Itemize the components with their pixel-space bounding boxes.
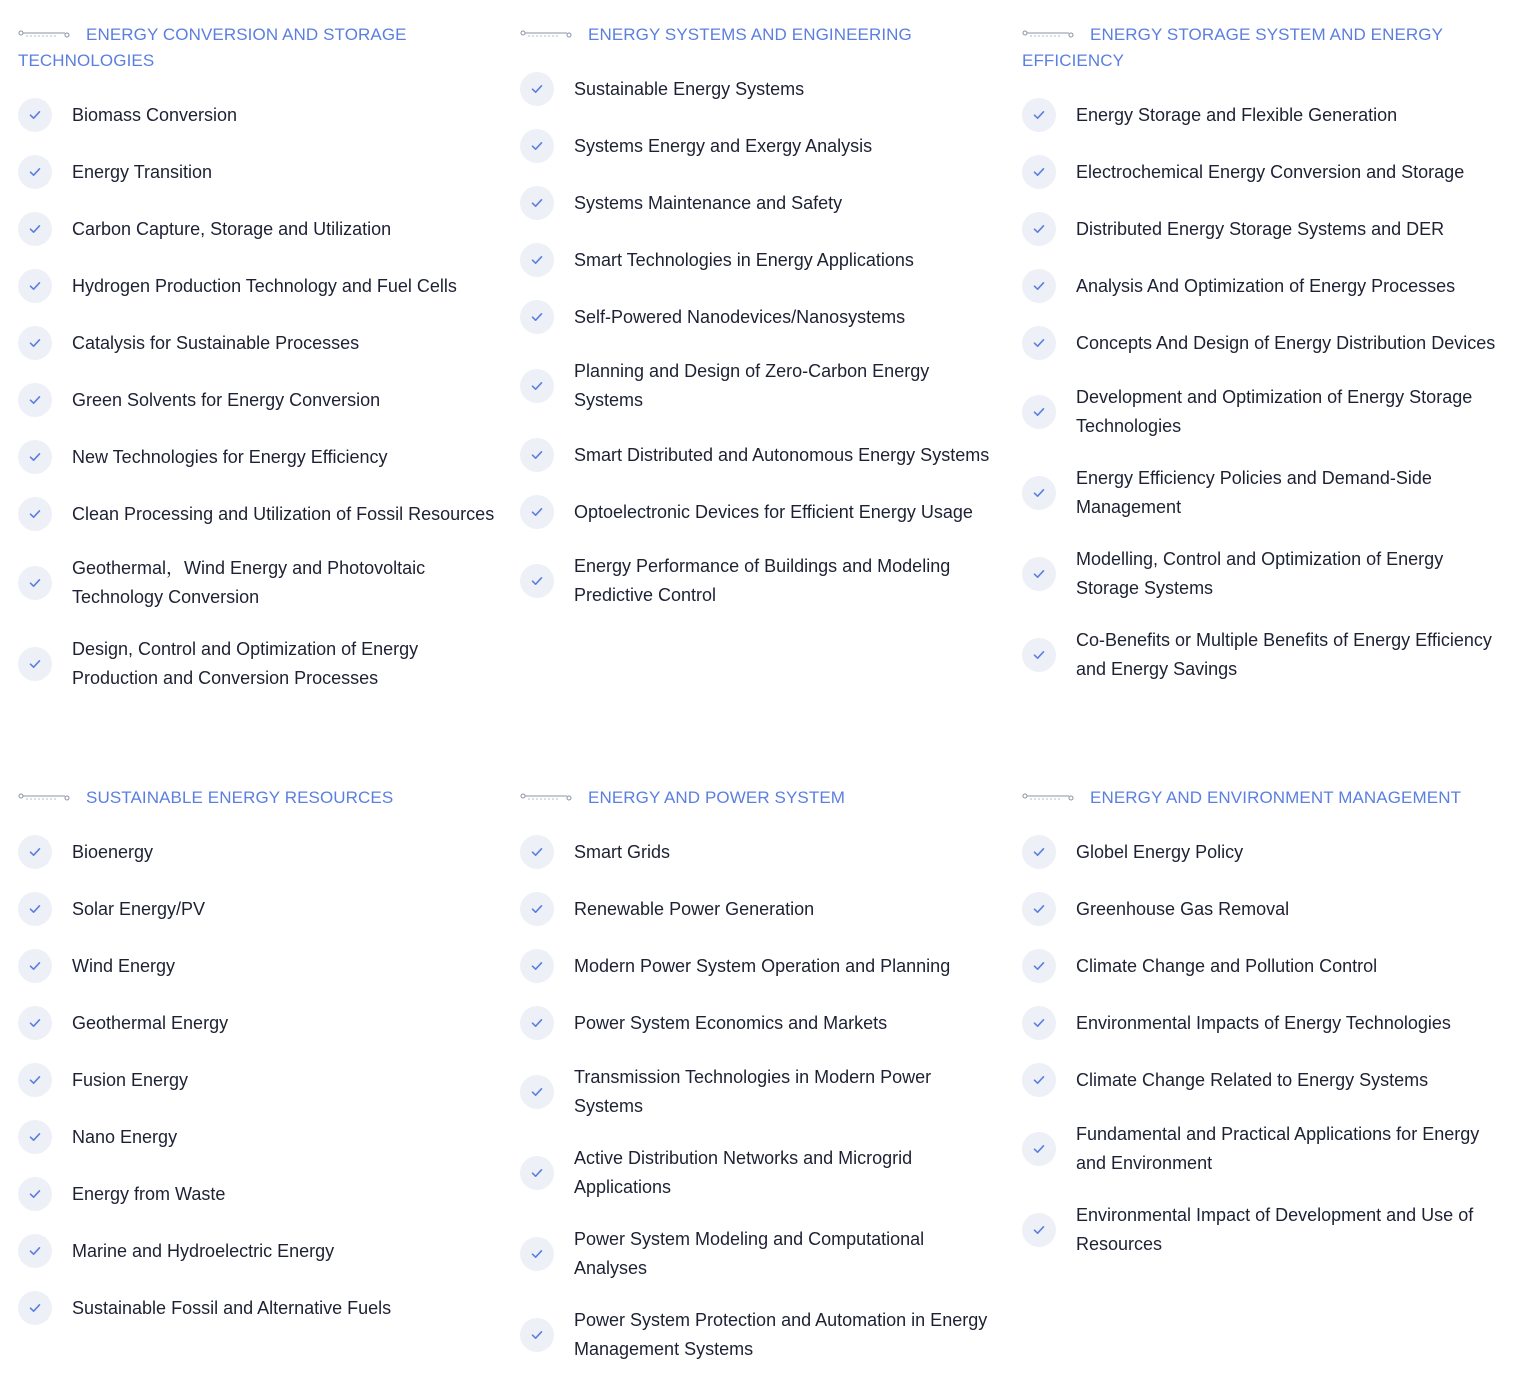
item-label: Hydrogen Production Technology and Fuel Cells — [72, 275, 457, 296]
item-label: Environmental Impact of Development and Use of Resources — [1076, 1205, 1474, 1254]
check-icon — [1022, 395, 1056, 429]
item-label: Co-Benefits or Multiple Benefits of Energy Efficiency and Energy Savings — [1076, 630, 1492, 679]
check-icon — [1022, 212, 1056, 246]
check-icon — [18, 1177, 52, 1211]
list-item — [18, 1177, 498, 1211]
list-item — [18, 1291, 498, 1325]
list-item — [520, 72, 1000, 106]
check-icon — [520, 129, 554, 163]
item-label: Climate Change Related to Energy Systems — [1076, 1069, 1429, 1090]
list-item — [520, 243, 1000, 277]
check-icon — [18, 1006, 52, 1040]
list-item — [18, 497, 498, 531]
item-label: Smart Technologies in Energy Applications — [574, 249, 914, 270]
check-icon — [1022, 476, 1056, 510]
check-icon — [520, 1318, 554, 1352]
item-label: Analysis And Optimization of Energy Processes — [1076, 275, 1456, 296]
check-icon — [520, 1006, 554, 1040]
item-label: Energy Performance of Buildings and Modeling Predictive Control — [574, 556, 951, 605]
check-icon — [1022, 326, 1056, 360]
check-icon — [520, 835, 554, 869]
check-icon — [18, 1291, 52, 1325]
check-icon — [520, 300, 554, 334]
list-item — [520, 495, 1000, 529]
item-label: Clean Processing and Utilization of Fossil Resources — [72, 503, 495, 524]
check-icon — [1022, 557, 1056, 591]
list-item — [520, 552, 1000, 610]
item-label: Energy Efficiency Policies and Demand-Side Management — [1076, 468, 1432, 517]
check-icon — [1022, 155, 1056, 189]
item-label: New Technologies for Energy Efficiency — [72, 446, 388, 467]
list-item — [18, 212, 498, 246]
item-label: Catalysis for Sustainable Processes — [72, 332, 360, 353]
list-item — [1022, 626, 1502, 684]
item-label: Planning and Design of Zero-Carbon Energy Systems — [574, 361, 930, 410]
check-icon — [18, 212, 52, 246]
item-label: Fusion Energy — [72, 1069, 189, 1090]
check-icon — [1022, 638, 1056, 672]
item-label: Modelling, Control and Optimization of Energy Storage Systems — [1076, 549, 1444, 598]
list-item — [1022, 269, 1502, 303]
list-item — [1022, 383, 1502, 441]
topic-list — [520, 72, 1000, 610]
list-item — [1022, 835, 1502, 869]
check-icon — [520, 369, 554, 403]
list-item — [18, 554, 498, 612]
check-icon — [18, 497, 52, 531]
list-item — [18, 440, 498, 474]
list-item — [1022, 212, 1502, 246]
item-label: Energy from Waste — [72, 1183, 226, 1204]
check-icon — [18, 98, 52, 132]
section-title — [18, 785, 498, 811]
list-item — [1022, 892, 1502, 926]
item-label: Nano Energy — [72, 1126, 178, 1147]
item-label: Modern Power System Operation and Planning — [574, 955, 951, 976]
check-icon — [18, 326, 52, 360]
check-icon — [1022, 892, 1056, 926]
item-label: Transmission Technologies in Modern Power Systems — [574, 1067, 932, 1116]
item-label: Self-Powered Nanodevices/Nanosystems — [574, 306, 906, 327]
check-icon — [18, 892, 52, 926]
topic-list — [1022, 98, 1502, 684]
list-item — [520, 1144, 1000, 1202]
item-label: Sustainable Energy Systems — [574, 78, 805, 99]
item-label: Active Distribution Networks and Microgrid Applications — [574, 1148, 913, 1197]
list-item — [520, 835, 1000, 869]
item-label: Energy Transition — [72, 161, 213, 182]
check-icon — [520, 1237, 554, 1271]
item-label: Renewable Power Generation — [574, 898, 815, 919]
check-icon — [520, 564, 554, 598]
item-label: Electrochemical Energy Conversion and Storage — [1076, 161, 1465, 182]
topic-list — [1022, 835, 1502, 1259]
item-label: Design, Control and Optimization of Energy Production and Conversion Processes — [72, 639, 419, 688]
item-label: Biomass Conversion — [72, 104, 238, 125]
circuit-line-icon — [520, 792, 572, 802]
topic-list — [18, 98, 498, 693]
item-label: Carbon Capture, Storage and Utilization — [72, 218, 392, 239]
list-item — [18, 383, 498, 417]
list-item — [1022, 1120, 1502, 1178]
item-label: Solar Energy/PV — [72, 898, 206, 919]
list-item — [520, 186, 1000, 220]
check-icon — [520, 892, 554, 926]
check-icon — [520, 72, 554, 106]
list-item — [1022, 464, 1502, 522]
item-label: Systems Maintenance and Safety — [574, 192, 843, 213]
check-icon — [520, 1156, 554, 1190]
list-item — [18, 635, 498, 693]
item-label: Climate Change and Pollution Control — [1076, 955, 1378, 976]
list-item — [520, 300, 1000, 334]
list-item — [1022, 1006, 1502, 1040]
check-icon — [1022, 1006, 1056, 1040]
check-icon — [520, 186, 554, 220]
item-label: Power System Modeling and Computational Analyses — [574, 1229, 925, 1278]
check-icon — [1022, 835, 1056, 869]
item-label: Geothermal，Wind Energy and Photovoltaic Technology Conversion — [72, 558, 426, 607]
list-item — [520, 129, 1000, 163]
item-label: Wind Energy — [72, 955, 176, 976]
list-item — [18, 949, 498, 983]
section-title-text: ENERGY CONVERSION AND STORAGE TECHNOLOGIES — [18, 25, 407, 70]
check-icon — [18, 1120, 52, 1154]
list-item — [18, 326, 498, 360]
check-icon — [1022, 1063, 1056, 1097]
item-label: Development and Optimization of Energy Storage Technologies — [1076, 387, 1473, 436]
item-label: Smart Distributed and Autonomous Energy Systems — [574, 444, 990, 465]
list-item — [520, 892, 1000, 926]
section-title-text: ENERGY AND ENVIRONMENT MANAGEMENT — [1090, 788, 1462, 807]
list-item — [520, 438, 1000, 472]
check-icon — [18, 383, 52, 417]
item-label: Environmental Impacts of Energy Technologies — [1076, 1012, 1451, 1033]
topic-list — [520, 835, 1000, 1364]
check-icon — [18, 566, 52, 600]
list-item — [18, 98, 498, 132]
section-energy-environment-management — [1022, 785, 1502, 1282]
check-icon — [1022, 1132, 1056, 1166]
check-icon — [520, 949, 554, 983]
section-energy-conversion-storage — [18, 22, 498, 716]
circuit-line-icon — [18, 792, 70, 802]
check-icon — [520, 438, 554, 472]
item-label: Bioenergy — [72, 841, 154, 862]
list-item — [1022, 1201, 1502, 1259]
section-title — [1022, 22, 1502, 74]
list-item — [1022, 545, 1502, 603]
check-icon — [18, 835, 52, 869]
check-icon — [1022, 949, 1056, 983]
section-title — [520, 22, 1000, 48]
check-icon — [520, 1075, 554, 1109]
circuit-line-icon — [520, 29, 572, 39]
item-label: Energy Storage and Flexible Generation — [1076, 104, 1398, 125]
list-item — [18, 892, 498, 926]
list-item — [520, 1063, 1000, 1121]
list-item — [18, 1063, 498, 1097]
section-energy-power-system — [520, 785, 1000, 1387]
list-item — [18, 1006, 498, 1040]
section-energy-systems-engineering — [520, 22, 1000, 633]
check-icon — [520, 243, 554, 277]
item-label: Greenhouse Gas Removal — [1076, 898, 1290, 919]
item-label: Optoelectronic Devices for Efficient Energy Usage — [574, 501, 973, 522]
check-icon — [18, 949, 52, 983]
section-title-text: ENERGY AND POWER SYSTEM — [588, 788, 846, 807]
item-label: Sustainable Fossil and Alternative Fuels — [72, 1297, 392, 1318]
list-item — [1022, 326, 1502, 360]
item-label: Fundamental and Practical Applications for Energy and Environment — [1076, 1124, 1480, 1173]
list-item — [520, 949, 1000, 983]
circuit-line-icon — [1022, 792, 1074, 802]
check-icon — [1022, 98, 1056, 132]
item-label: Marine and Hydroelectric Energy — [72, 1240, 335, 1261]
check-icon — [18, 647, 52, 681]
check-icon — [18, 440, 52, 474]
section-sustainable-energy-resources — [18, 785, 498, 1348]
check-icon — [18, 269, 52, 303]
list-item — [520, 1306, 1000, 1364]
section-title-text: SUSTAINABLE ENERGY RESOURCES — [86, 788, 394, 807]
check-icon — [1022, 1213, 1056, 1247]
item-label: Concepts And Design of Energy Distribution Devices — [1076, 332, 1496, 353]
list-item — [520, 357, 1000, 415]
item-label: Power System Protection and Automation in Energy Management Systems — [574, 1310, 988, 1359]
circuit-line-icon — [18, 29, 70, 39]
section-title — [18, 22, 498, 74]
list-item — [18, 1234, 498, 1268]
item-label: Globel Energy Policy — [1076, 841, 1244, 862]
list-item — [1022, 1063, 1502, 1097]
list-item — [520, 1225, 1000, 1283]
list-item — [18, 155, 498, 189]
list-item — [18, 835, 498, 869]
section-energy-storage-efficiency — [1022, 22, 1502, 707]
circuit-line-icon — [1022, 29, 1074, 39]
check-icon — [18, 155, 52, 189]
item-label: Smart Grids — [574, 841, 671, 862]
list-item — [18, 1120, 498, 1154]
section-title-text: ENERGY SYSTEMS AND ENGINEERING — [588, 25, 912, 44]
list-item — [1022, 155, 1502, 189]
check-icon — [1022, 269, 1056, 303]
check-icon — [18, 1234, 52, 1268]
item-label: Systems Energy and Exergy Analysis — [574, 135, 873, 156]
item-label: Distributed Energy Storage Systems and DER — [1076, 218, 1445, 239]
section-title-text: ENERGY STORAGE SYSTEM AND ENERGY EFFICIENCY — [1022, 25, 1443, 70]
section-title — [520, 785, 1000, 811]
item-label: Green Solvents for Energy Conversion — [72, 389, 381, 410]
check-icon — [18, 1063, 52, 1097]
section-title — [1022, 785, 1502, 811]
item-label: Power System Economics and Markets — [574, 1012, 888, 1033]
list-item — [1022, 98, 1502, 132]
item-label: Geothermal Energy — [72, 1012, 229, 1033]
check-icon — [520, 495, 554, 529]
topic-list — [18, 835, 498, 1325]
list-item — [520, 1006, 1000, 1040]
list-item — [1022, 949, 1502, 983]
list-item — [18, 269, 498, 303]
